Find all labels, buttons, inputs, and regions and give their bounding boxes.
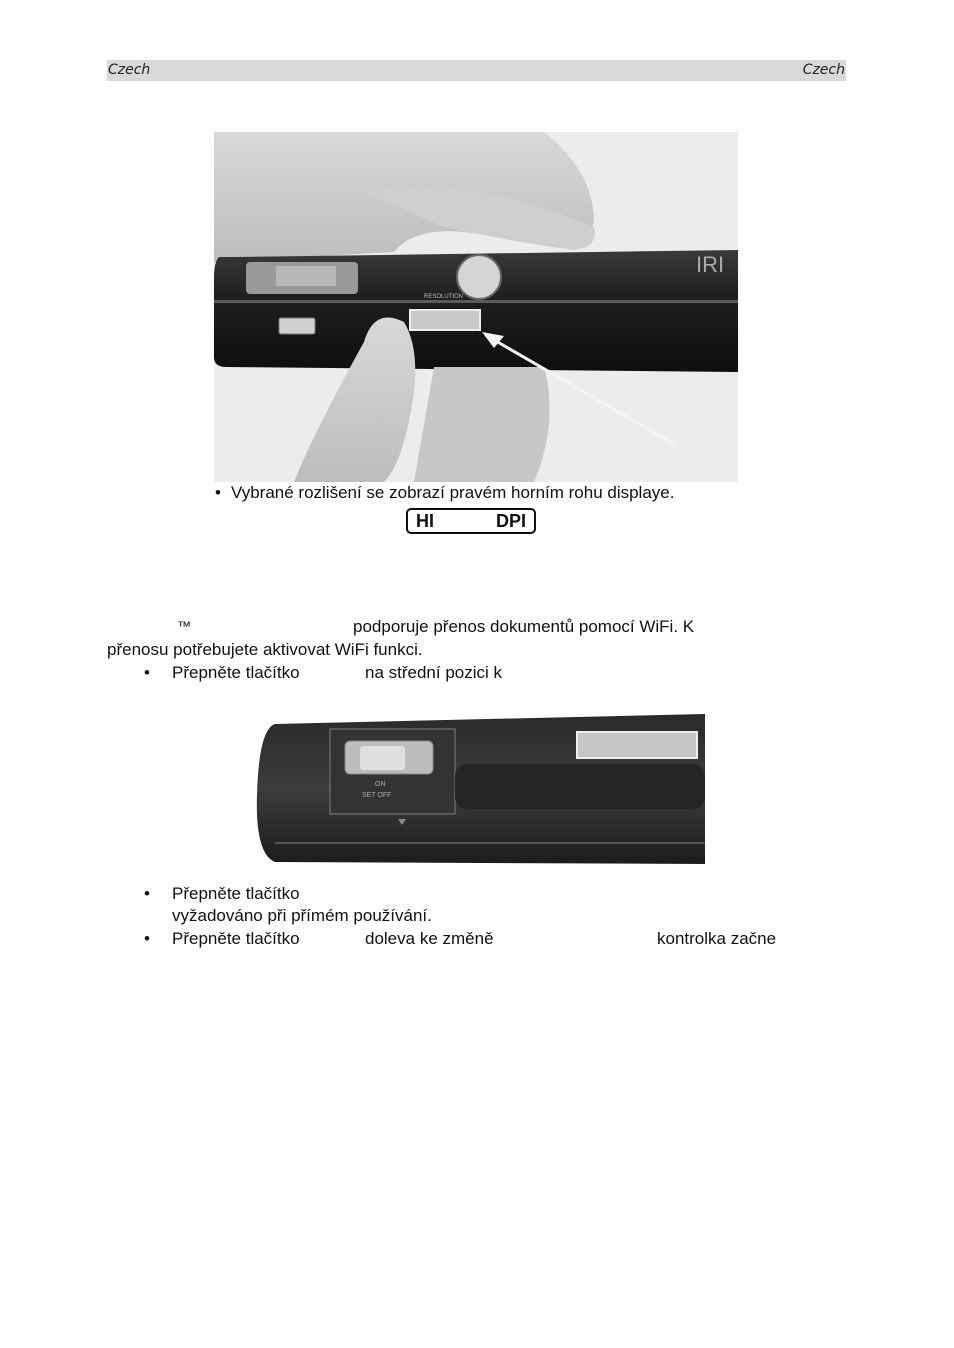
bullet-1-text-part1: Přepněte tlačítko bbox=[172, 663, 300, 682]
wifi-paragraph-line2: přenosu potřebujete aktivovat WiFi funkci. bbox=[107, 640, 423, 659]
bullet-2-text-line1: Přepněte tlačítko bbox=[172, 884, 300, 903]
bullet-3-text-part3: kontrolka začne bbox=[657, 929, 777, 948]
caption-bullet: • bbox=[215, 483, 221, 502]
bullet-3-text-part2: doleva ke změně bbox=[365, 929, 494, 948]
switch-label-set-off: SET OFF bbox=[362, 792, 392, 799]
scanner-hand-illustration bbox=[214, 132, 738, 482]
scanner-resolution-photo bbox=[214, 132, 738, 482]
bullet-3-dot: • bbox=[144, 929, 150, 948]
wifi-paragraph-line1: podporuje přenos dokumentů pomocí WiFi. K bbox=[353, 617, 695, 636]
bullet-3-text-part1: Přepněte tlačítko bbox=[172, 929, 300, 948]
scanner-switch-illustration bbox=[255, 714, 705, 864]
header-language-left: Czech bbox=[108, 62, 151, 78]
dpi-unit-label: DPI bbox=[495, 511, 526, 531]
bullet-2-dot: • bbox=[144, 884, 150, 903]
header-language-right: Czech bbox=[802, 62, 845, 78]
switch-label-on: ON bbox=[375, 781, 386, 788]
dpi-hi-label: HI bbox=[416, 511, 434, 531]
bullet-2-text-line2: vyžadováno při přímém používání. bbox=[172, 906, 432, 925]
page-header bbox=[107, 60, 846, 81]
resolution-label: RESOLUTION bbox=[424, 294, 464, 300]
trademark-symbol: ™ bbox=[177, 618, 191, 634]
figure1-caption: Vybrané rozlišení se zobrazí pravém horním rohu displaye. bbox=[231, 483, 675, 502]
dpi-display-indicator bbox=[406, 508, 536, 534]
bullet-1-dot: • bbox=[144, 663, 150, 682]
device-brand-text: IRI bbox=[696, 252, 725, 277]
scanner-switch-photo bbox=[255, 714, 705, 864]
bullet-1-text-part2: na střední pozici k bbox=[365, 663, 503, 682]
